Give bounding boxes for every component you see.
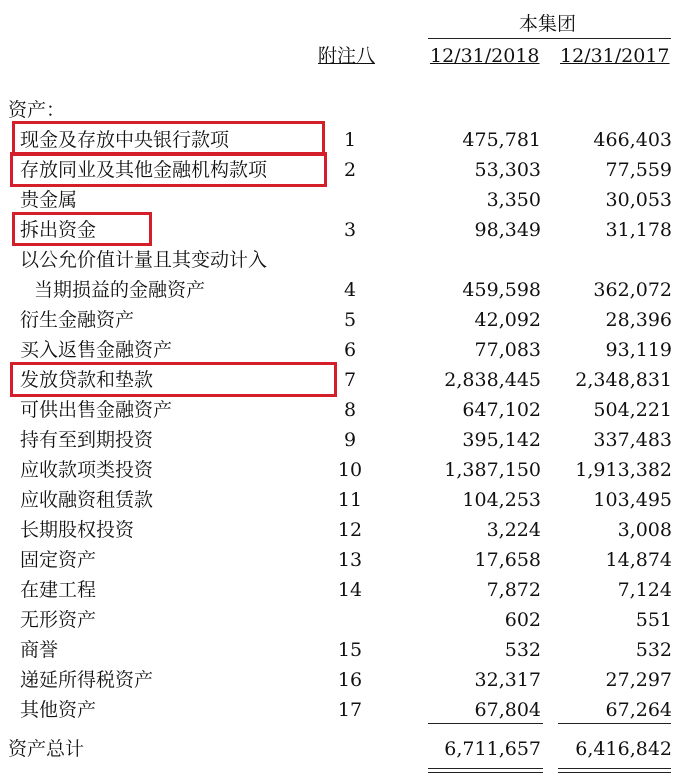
- row-value-2018: 1,387,150: [444, 459, 541, 481]
- row-value-2018: 602: [504, 609, 541, 631]
- row-value-2017: 2,348,831: [575, 369, 672, 391]
- row-label: 当期损益的金融资产: [34, 279, 206, 301]
- row-note: 2: [343, 159, 357, 181]
- total-double-rule-2018-b: [428, 772, 543, 773]
- row-note: 9: [343, 429, 357, 451]
- highlight-box-placements: [12, 212, 152, 246]
- row-label: 无形资产: [20, 609, 97, 631]
- row-note: 8: [343, 399, 357, 421]
- row-label: 持有至到期投资: [20, 429, 154, 451]
- row-value-2017: 466,403: [593, 129, 672, 151]
- row-note: 11: [337, 489, 363, 511]
- row-label: 商誉: [20, 639, 59, 661]
- row-note: 3: [343, 219, 357, 241]
- row-value-2017: 504,221: [593, 399, 672, 421]
- row-note: 16: [337, 669, 363, 691]
- note-column-header: 附注八: [318, 45, 376, 67]
- row-value-2018: 77,083: [474, 339, 541, 361]
- row-label: 买入返售金融资产: [20, 339, 173, 361]
- row-label: 拆出资金: [20, 219, 97, 241]
- total-double-rule-2017-b: [558, 772, 671, 773]
- row-value-2017: 30,053: [605, 189, 672, 211]
- row-value-2018: 32,317: [474, 669, 541, 691]
- total-top-rule-2017: [558, 723, 671, 724]
- row-value-2017: 93,119: [605, 339, 672, 361]
- row-note: 17: [337, 699, 363, 721]
- row-note: 15: [337, 639, 363, 661]
- total-value-2018: 6,711,657: [444, 738, 541, 760]
- row-label: 在建工程: [20, 579, 97, 601]
- group-header-rule: [428, 38, 671, 39]
- row-value-2017: 7,124: [617, 579, 672, 601]
- row-note: 5: [343, 309, 357, 331]
- row-value-2017: 31,178: [605, 219, 672, 241]
- row-value-2018: 532: [504, 639, 541, 661]
- row-value-2018: 2,838,445: [444, 369, 541, 391]
- row-label: 发放贷款和垫款: [20, 369, 154, 391]
- row-value-2017: 337,483: [593, 429, 672, 451]
- row-value-2017: 28,396: [605, 309, 672, 331]
- group-header: 本集团: [519, 13, 577, 35]
- row-note: 1: [343, 129, 357, 151]
- row-value-2017: 3,008: [617, 519, 672, 541]
- row-value-2018: 459,598: [462, 279, 541, 301]
- row-value-2018: 3,224: [486, 519, 541, 541]
- highlight-box-interbank: [10, 152, 327, 187]
- row-value-2018: 3,350: [486, 189, 541, 211]
- row-note: 7: [343, 369, 357, 391]
- row-value-2018: 104,253: [462, 489, 541, 511]
- row-note: 13: [337, 549, 363, 571]
- total-top-rule-2018: [428, 723, 543, 724]
- row-value-2018: 53,303: [474, 159, 541, 181]
- total-label: 资产总计: [8, 738, 85, 760]
- row-value-2017: 551: [635, 609, 672, 631]
- row-label: 贵金属: [20, 189, 78, 211]
- total-value-2017: 6,416,842: [575, 738, 672, 760]
- row-value-2017: 103,495: [593, 489, 672, 511]
- row-value-2018: 395,142: [462, 429, 541, 451]
- row-label: 现金及存放中央银行款项: [20, 129, 230, 151]
- row-value-2018: 67,804: [474, 699, 541, 721]
- row-label: 应收融资租赁款: [20, 489, 154, 511]
- row-value-2018: 7,872: [486, 579, 541, 601]
- row-value-2017: 77,559: [605, 159, 672, 181]
- total-double-rule-2018-a: [428, 768, 543, 769]
- row-value-2017: 532: [635, 639, 672, 661]
- row-label: 递延所得税资产: [20, 669, 154, 691]
- row-label: 存放同业及其他金融机构款项: [20, 159, 268, 181]
- row-value-2017: 1,913,382: [575, 459, 672, 481]
- highlight-box-loans: [10, 362, 337, 397]
- row-value-2017: 27,297: [605, 669, 672, 691]
- column-header-2017: 12/31/2017: [560, 45, 670, 67]
- row-label: 其他资产: [20, 699, 97, 721]
- row-label: 固定资产: [20, 549, 97, 571]
- row-value-2018: 98,349: [474, 219, 541, 241]
- row-label: 可供出售金融资产: [20, 399, 173, 421]
- row-value-2018: 17,658: [474, 549, 541, 571]
- row-note: 12: [337, 519, 363, 541]
- column-header-2018: 12/31/2018: [430, 45, 540, 67]
- total-double-rule-2017-a: [558, 768, 671, 769]
- section-title-assets: 资产：: [8, 99, 66, 121]
- row-value-2017: 14,874: [605, 549, 672, 571]
- row-value-2018: 475,781: [462, 129, 541, 151]
- row-value-2017: 67,264: [605, 699, 672, 721]
- row-note: 10: [337, 459, 363, 481]
- row-label: 衍生金融资产: [20, 309, 135, 331]
- row-value-2018: 647,102: [462, 399, 541, 421]
- row-label: 以公允价值计量且其变动计入: [20, 249, 268, 271]
- row-note: 6: [343, 339, 357, 361]
- row-label: 长期股权投资: [20, 519, 135, 541]
- highlight-box-cash: [12, 121, 325, 156]
- row-label: 应收款项类投资: [20, 459, 154, 481]
- row-note: 4: [343, 279, 357, 301]
- row-note: 14: [337, 579, 363, 601]
- row-value-2018: 42,092: [474, 309, 541, 331]
- row-value-2017: 362,072: [593, 279, 672, 301]
